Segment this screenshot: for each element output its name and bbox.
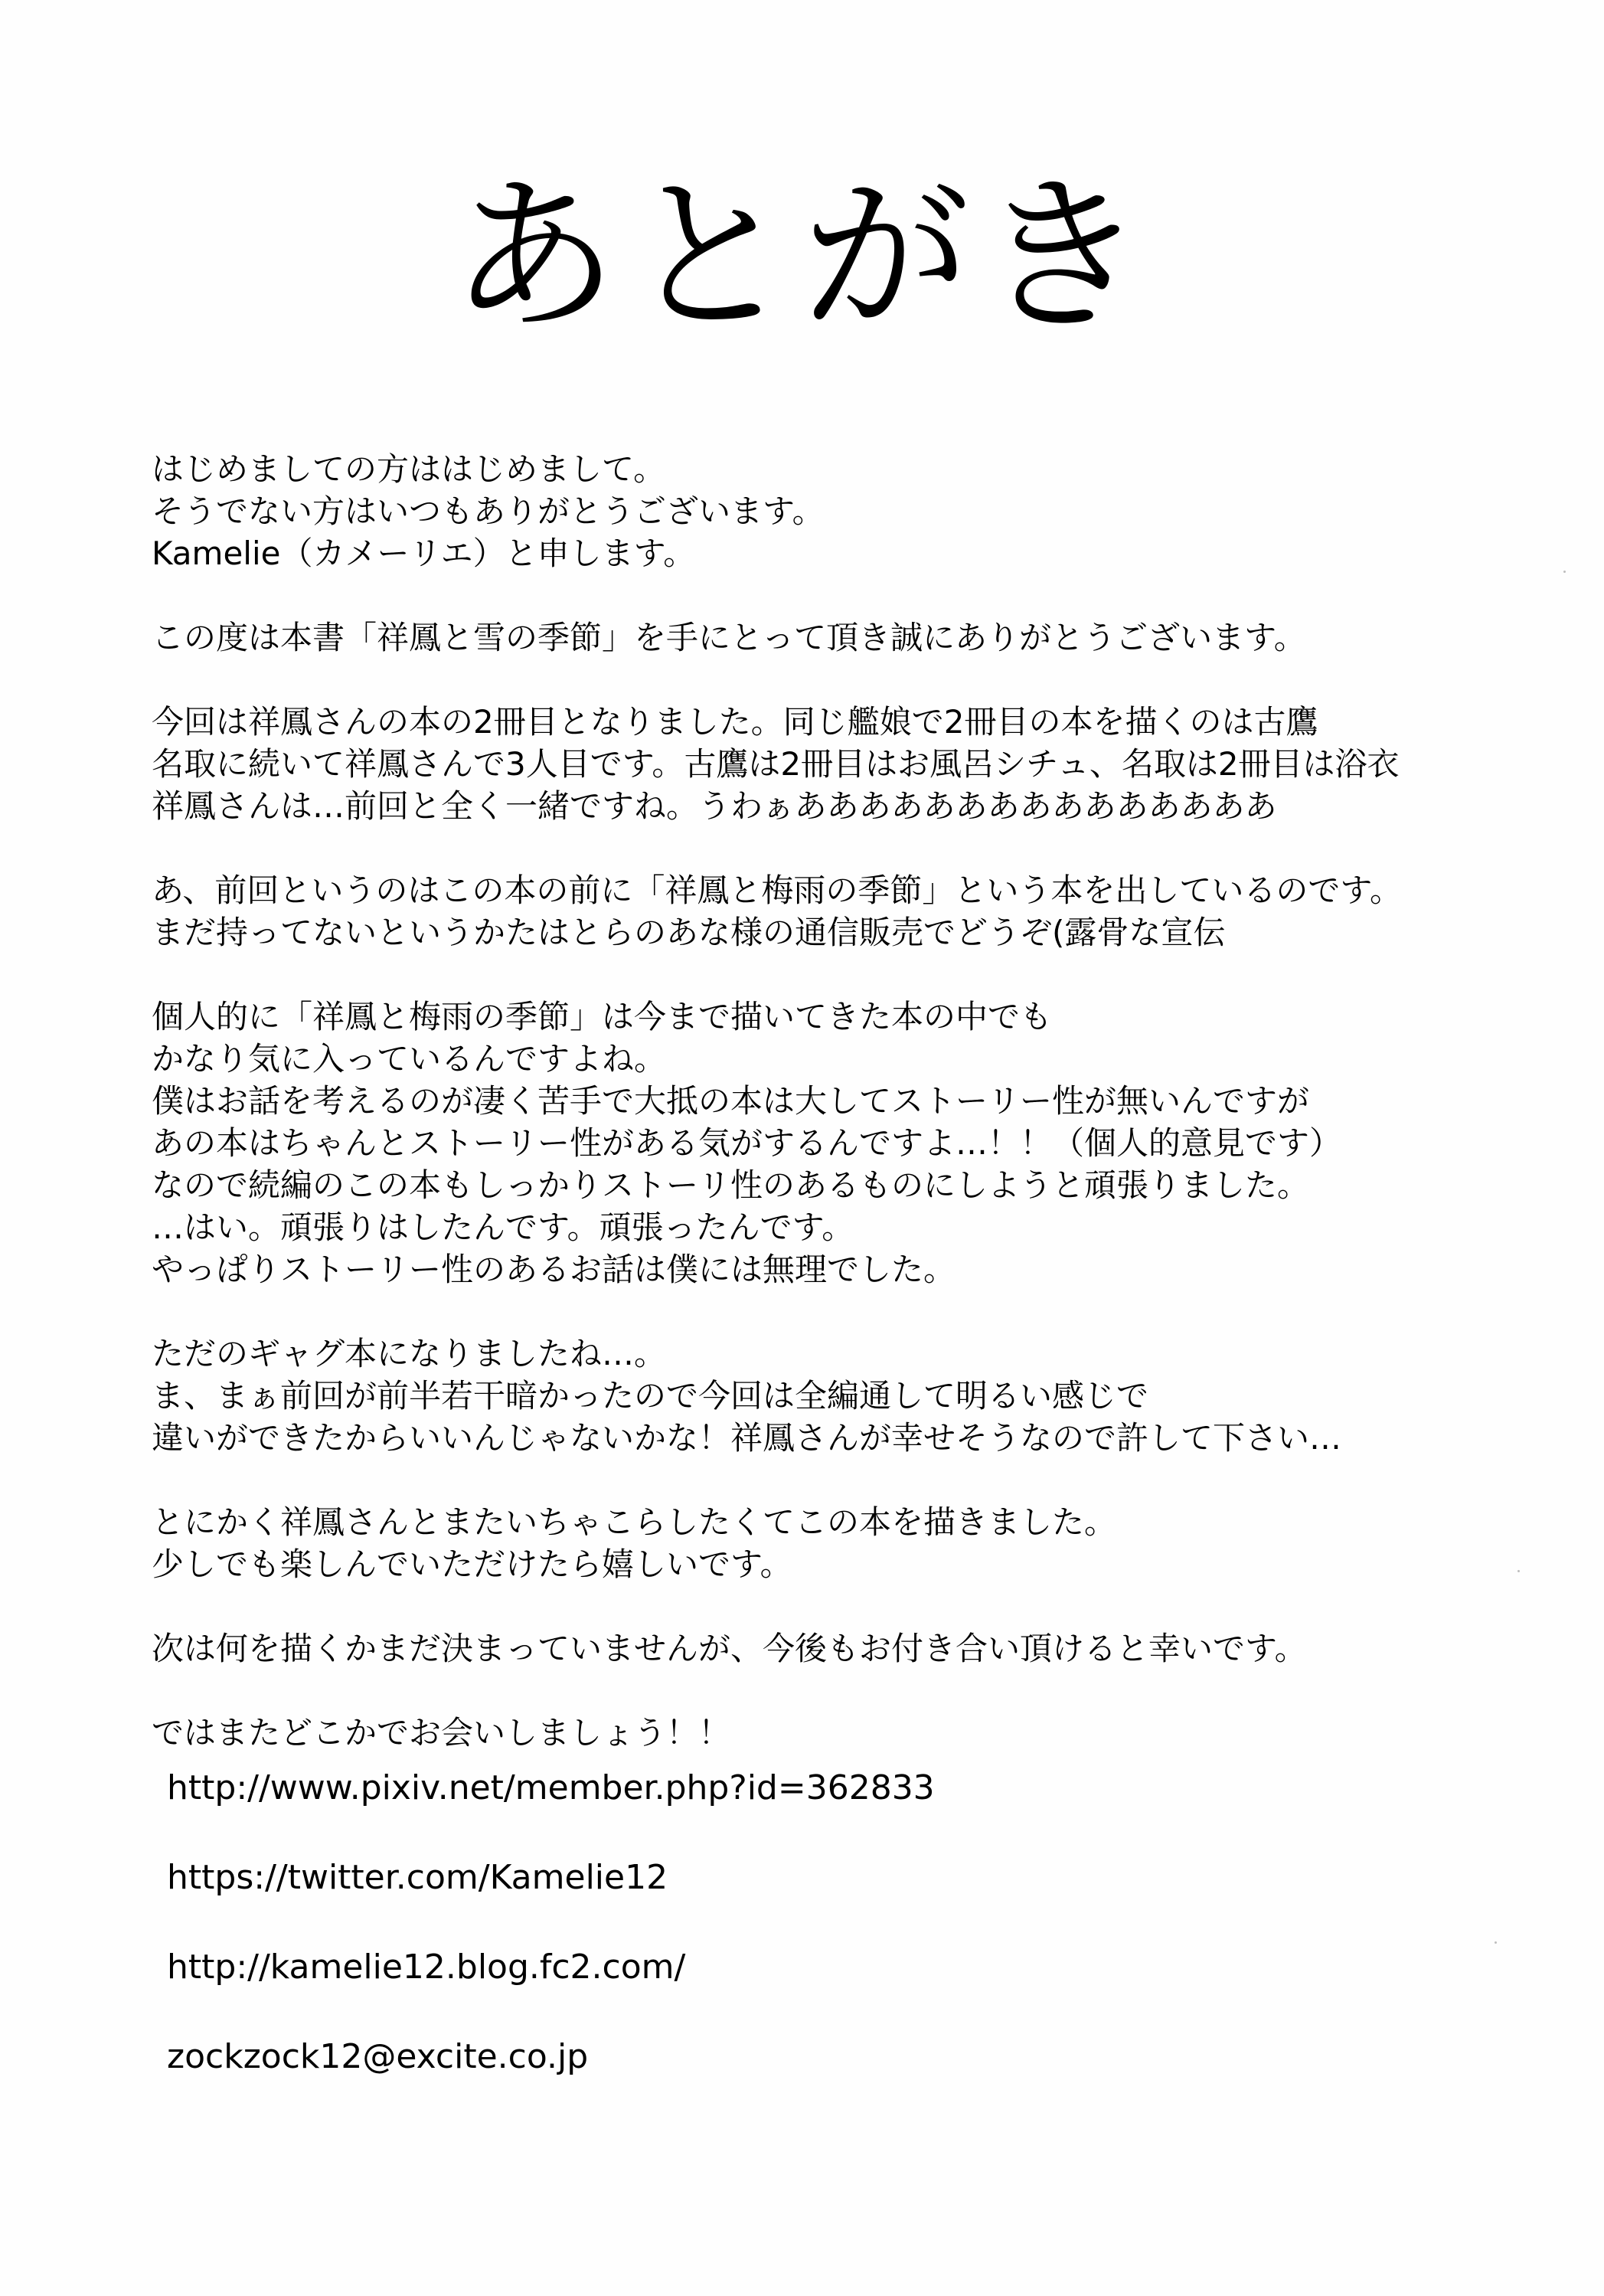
text-line: そうでない方はいつもありがとうございます。 (152, 492, 825, 530)
paragraph-gag (152, 1333, 1530, 1459)
paragraph-greeting (152, 448, 1530, 574)
paragraph-second-book (152, 701, 1530, 827)
text-line: この度は本書「祥鳳と雪の季節」を手にとって頂き誠にありがとうございます。 (152, 619, 1306, 656)
text-line: Kamelie（カメーリエ）と申します。 (152, 535, 696, 572)
text-line: はじめましての方ははじめまして。 (152, 450, 666, 488)
blog-link: http://kamelie12.blog.fc2.com/ (167, 1948, 686, 1987)
text-line: 祥鳳さんは…前回と全く一緒ですね。うわぁあああああああああああああああ (152, 787, 1277, 825)
paragraph-thanks (152, 617, 1530, 659)
text-line: とにかく祥鳳さんとまたいちゃこらしたくてこの本を描きました。 (152, 1503, 1117, 1541)
text-line: 次は何を描くかまだ決まっていませんが、今後もお付き合い頂けると幸いです。 (152, 1630, 1307, 1667)
pixiv-link: http://www.pixiv.net/member.php?id=362833 (167, 1768, 935, 1807)
text-line: なので続編のこの本もしっかりストーリ性のあるものにしようと頑張りました。 (152, 1166, 1310, 1204)
text-line: あの本はちゃんとストーリー性がある気がするんですよ…！！（個人的意見です） (152, 1124, 1342, 1162)
text-line: 違いができたからいいんじゃないかな！祥鳳さんが幸せそうなので許して下さい… (152, 1419, 1342, 1457)
text-line: 僕はお話を考えるのが凄く苦手で大抵の本は大してストーリー性が無いんですが (152, 1082, 1310, 1120)
scan-speck (1495, 1941, 1497, 1944)
text-line: かなり気に入っているんですよね。 (152, 1040, 667, 1078)
paragraph-story (152, 996, 1530, 1290)
afterword-body (152, 448, 1530, 1796)
scan-speck (1563, 571, 1566, 573)
text-line: まだ持ってないというかたはとらのあな様の通信販売でどうぞ(露骨な宣伝 (152, 914, 1226, 951)
contact-links (167, 1765, 1239, 2080)
text-line: 少しでも楽しんでいただけたら嬉しいです。 (152, 1545, 792, 1583)
text-line: 今回は祥鳳さんの本の2冊目となりました。同じ艦娘で2冊目の本を描くのは古鷹 (152, 703, 1318, 741)
email-address: zockzock12@excite.co.jp (167, 2037, 589, 2076)
paragraph-next (152, 1627, 1530, 1670)
text-line: あ、前回というのはこの本の前に「祥鳳と梅雨の季節」という本を出しているのです。 (152, 872, 1402, 909)
page-title: あとがき (449, 159, 1155, 355)
paragraph-motivation (152, 1501, 1530, 1585)
text-line: ではまたどこかでお会いしましょう！！ (152, 1714, 731, 1751)
text-line: ただのギャグ本になりましたね…。 (152, 1335, 667, 1372)
text-line: …はい。頑張りはしたんです。頑張ったんです。 (152, 1209, 854, 1246)
twitter-link: https://twitter.com/Kamelie12 (167, 1858, 668, 1897)
text-line: ま、まぁ前回が前半若干暗かったので今回は全編通して明るい感じで (152, 1377, 1149, 1415)
paragraph-previous-book (152, 869, 1530, 953)
scan-speck (1517, 1570, 1520, 1572)
text-line: 名取に続いて祥鳳さんで3人目です。古鷹は2冊目はお風呂シチュ、名取は2冊目は浴衣 (152, 745, 1400, 783)
text-line: やっぱりストーリー性のあるお話は僕には無理でした。 (152, 1251, 956, 1288)
paragraph-farewell (152, 1712, 1530, 1754)
text-line: 個人的に「祥鳳と梅雨の季節」は今まで描いてきた本の中でも (152, 998, 1053, 1035)
